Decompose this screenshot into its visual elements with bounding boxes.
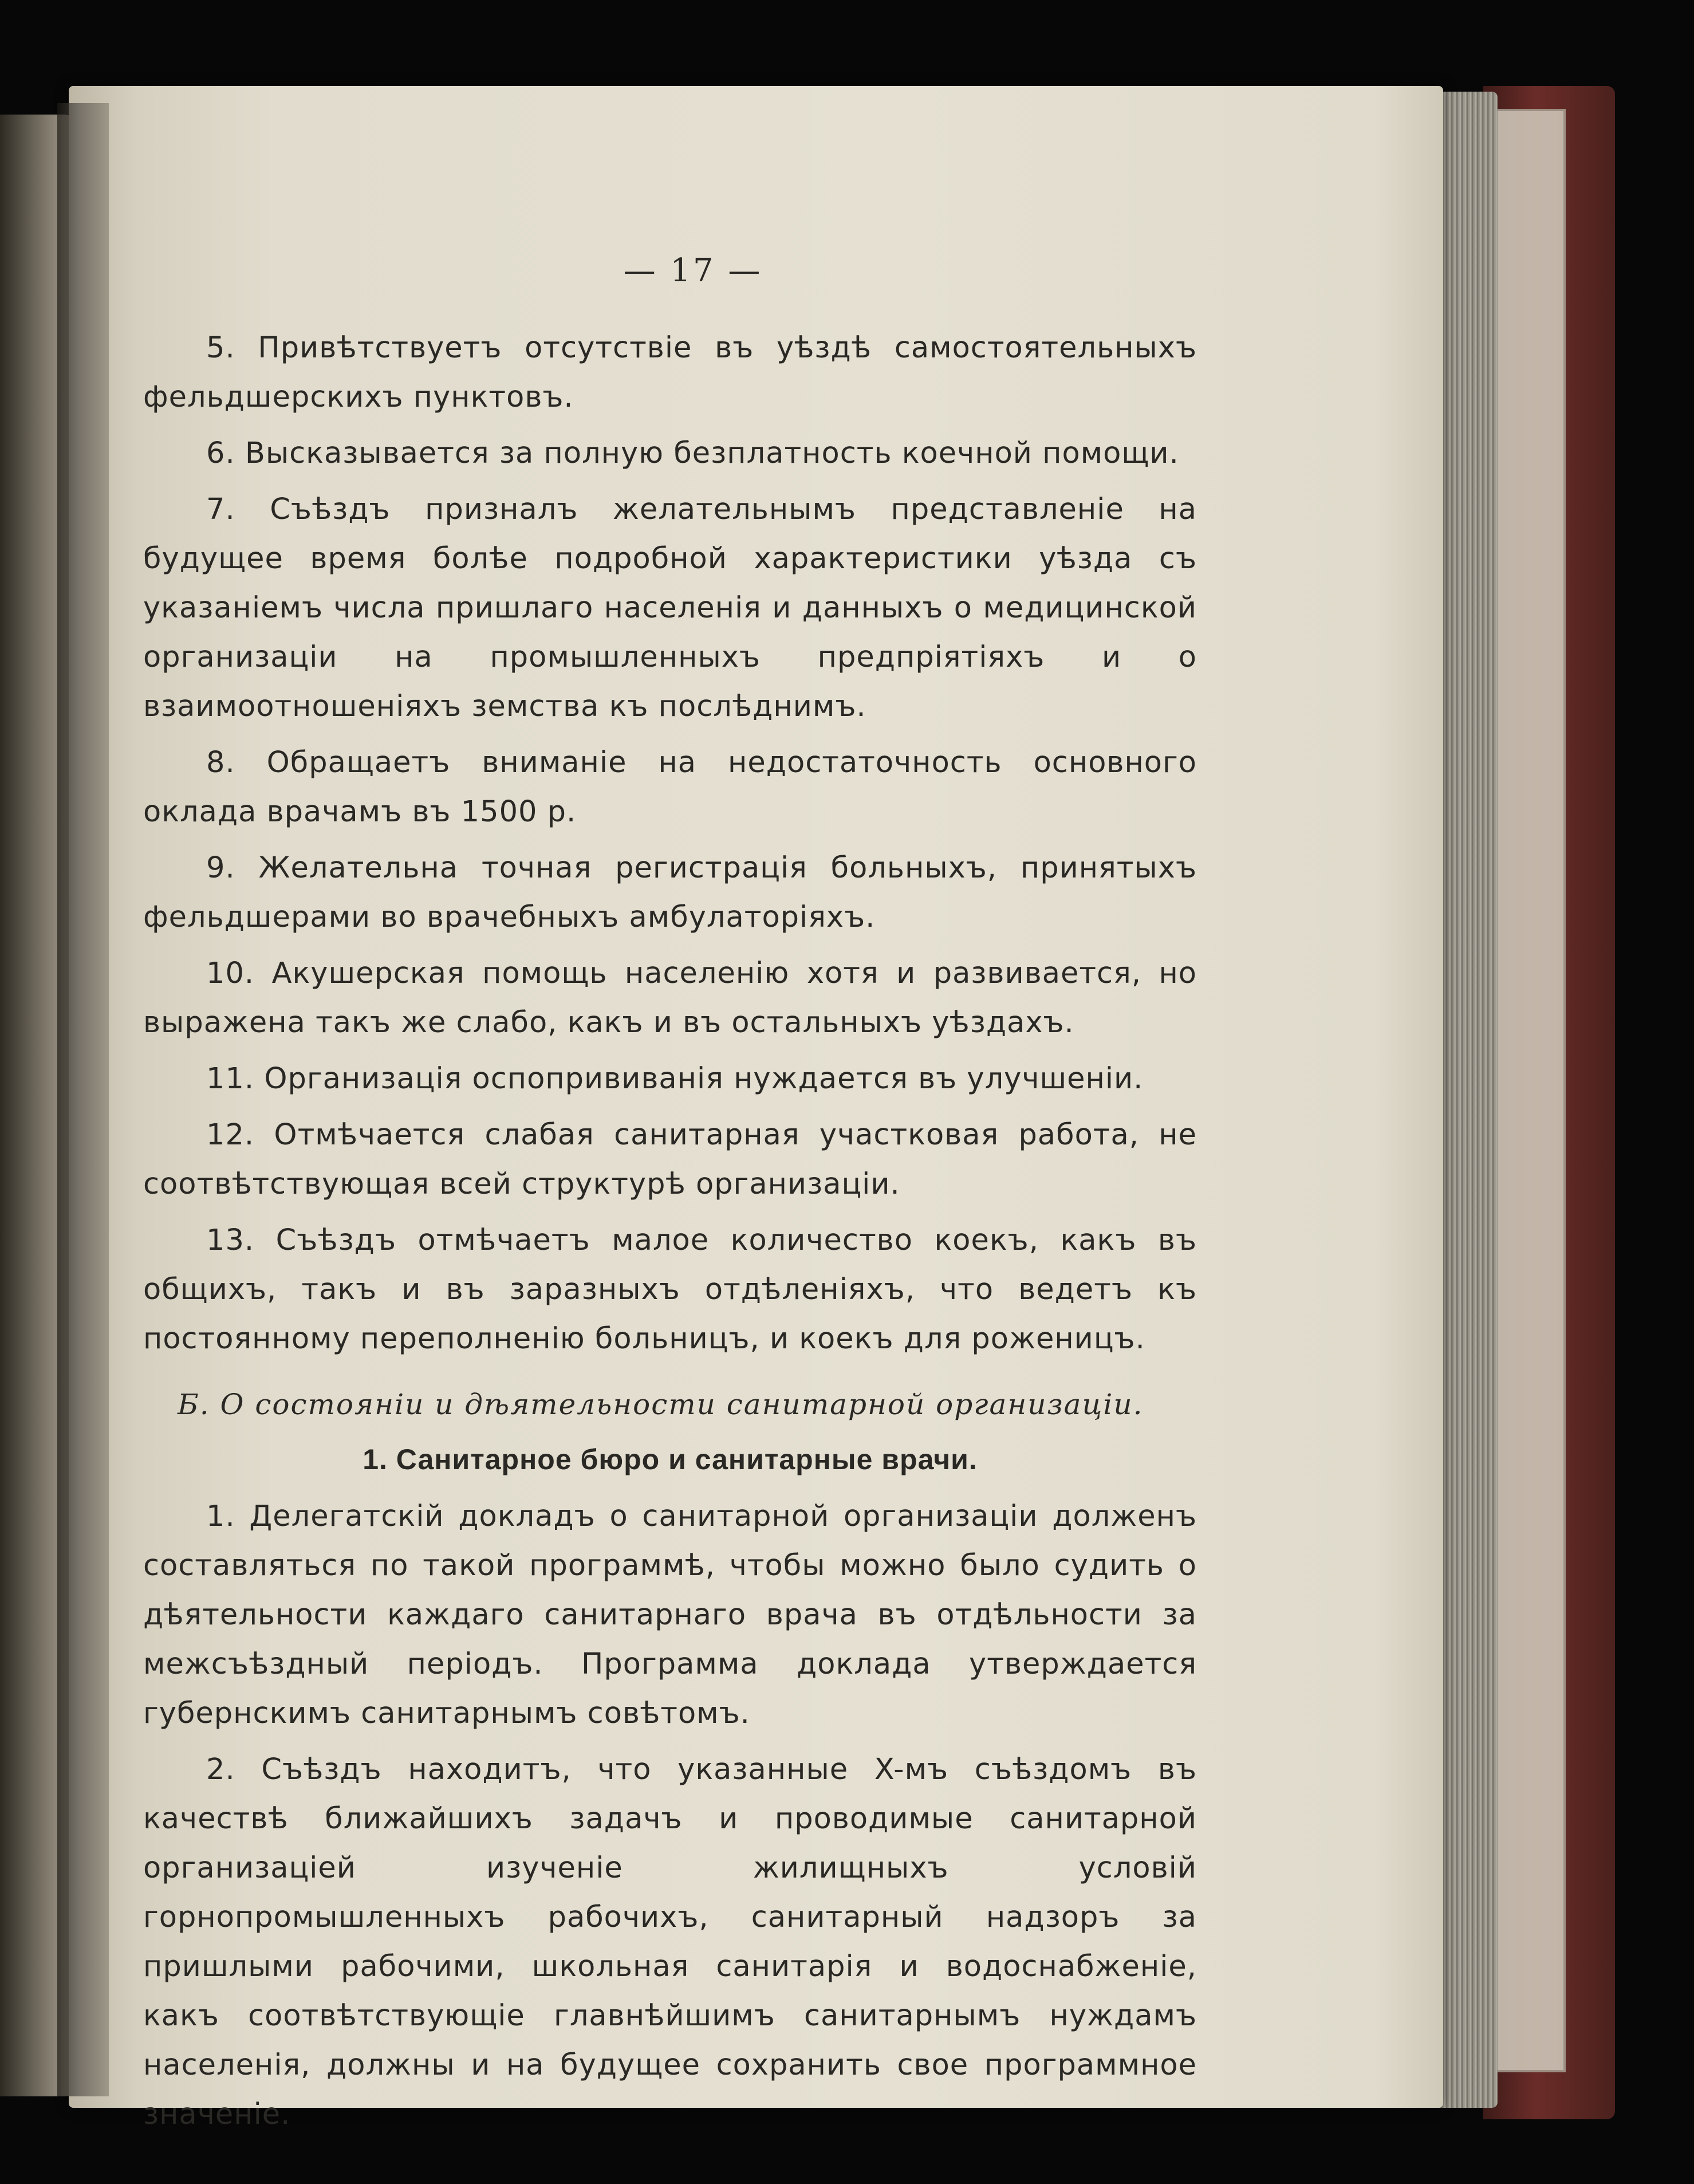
resolution-item: 6. Высказывается за полную безплатность коечной помощи. [206,436,1179,470]
resolution-item: 1. Делегатскій докладъ о санитарной организаціи долженъ составляться по такой программѣ, чтобы можно было судить о дѣятельности каждаго санитарнаго врача въ отдѣльности за межсъѣздный періодъ. Программа доклада утверждается губернскимъ санитарнымъ совѣтомъ. [143,1500,1197,1730]
resolution-item: 13. Съѣздъ отмѣчаетъ малое количество коекъ, какъ въ общихъ, такъ и въ заразныхъ отдѣленіяхъ, что ведетъ къ постоянному переполненію больницъ, и коекъ для роженицъ. [143,1223,1197,1356]
section-title: Б. О состояніи и дѣятельности санитарной организаціи. [178,1388,1144,1421]
resolution-item: 11. Организація оспопрививанія нуждается въ улучшеніи. [206,1062,1144,1096]
resolution-item: 5. Привѣтствуетъ отсутствіе въ уѣздѣ самостоятельныхъ фельдшерскихъ пунктовъ. [143,331,1197,414]
book-spine-shadow [57,103,109,2096]
subsection-title: 1. Санитарное бюро и санитарные врачи. [363,1443,978,1475]
resolution-item: 10. Акушерская помощь населенію хотя и развивается, но выражена такъ же слабо, какъ и въ остальныхъ уѣздахъ. [143,957,1197,1040]
resolution-item: 8. Обращаетъ вниманіе на недостаточность основного оклада врачамъ въ 1500 р. [143,746,1197,829]
page-content [143,252,1197,2146]
resolution-item: 7. Съѣздъ призналъ желательнымъ представленіе на будущее время болѣе подробной характеристики уѣзда съ указаніемъ числа пришлаго населенія и данныхъ о медицинской организаціи на промышленныхъ предпріятіяхъ и о взаимоотношеніяхъ земства къ послѣднимъ. [143,493,1197,723]
resolution-item: 2. Съѣздъ находитъ, что указанные X-мъ съѣздомъ въ качествѣ ближайшихъ задачъ и проводимые санитарной организаціей изученіе жилищныхъ условій горнопромышленныхъ рабочихъ, санитарный надзоръ за пришлыми рабочими, школьная санитарія и водоснабженіе, какъ соотвѣтствующіе главнѣйшимъ санитарнымъ нуждамъ населенія, должны и на будущее сохранить свое программное значеніе. [143,1753,1197,2131]
page-number: — 17 — [623,252,763,289]
resolution-item: 12. Отмѣчается слабая санитарная участковая работа, не соотвѣтствующая всей структурѣ организаціи. [143,1118,1197,1201]
cover-inner-board [1489,109,1566,2072]
resolution-item: 9. Желательна точная регистрація больныхъ, принятыхъ фельдшерами во врачебныхъ амбулаторіяхъ. [143,851,1197,934]
